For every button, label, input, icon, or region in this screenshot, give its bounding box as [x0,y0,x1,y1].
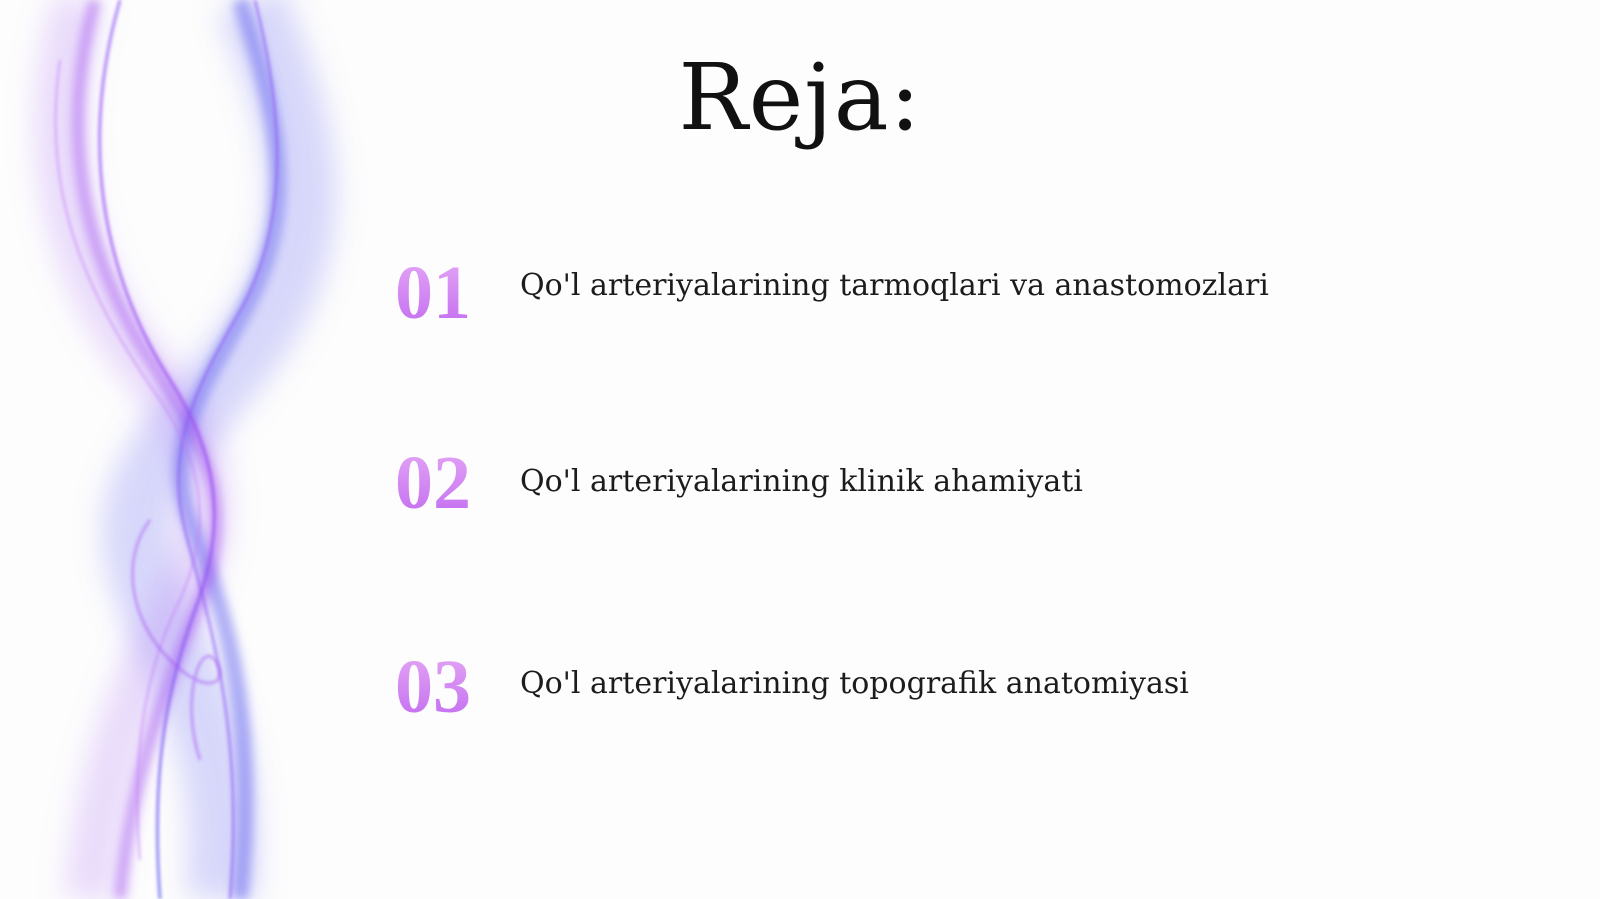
smoke-ribbon-decoration [0,0,400,899]
agenda-item-label: Qo'l arteriyalarining klinik ahamiyati [520,464,1083,499]
agenda-item [395,251,1495,338]
agenda-item-label: Qo'l arteriyalarining tarmoqlari va anastomozlari [520,268,1269,303]
agenda-item-number: 01 [395,251,471,335]
slide-title: Reja: [678,44,922,151]
agenda-item-label: Qo'l arteriyalarining topografik anatomiyasi [520,666,1189,701]
agenda-item [395,441,1495,528]
agenda-item [395,645,1495,732]
agenda-item-number: 02 [395,441,471,525]
agenda-item-number: 03 [395,645,471,729]
